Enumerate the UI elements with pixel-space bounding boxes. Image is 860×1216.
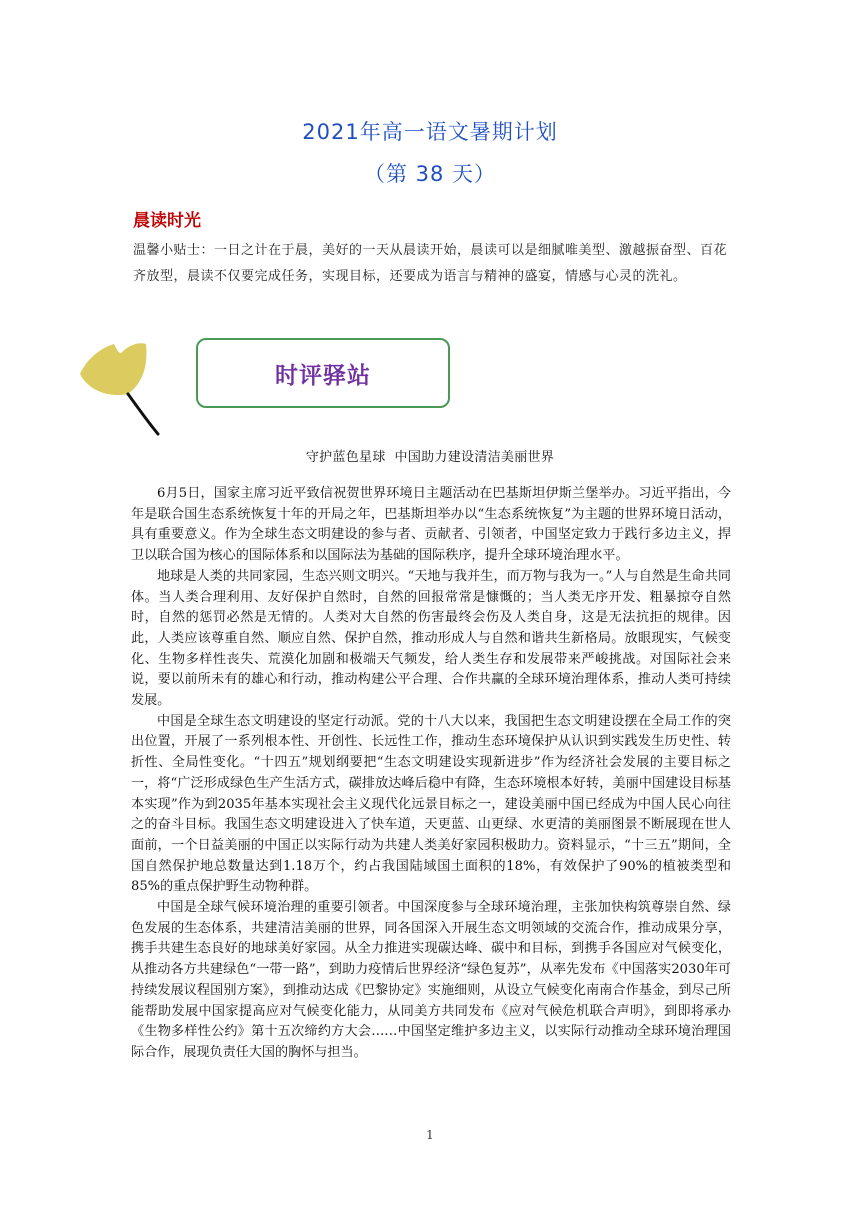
tip-paragraph: 温馨小贴士：一日之计在于晨，美好的一天从晨读开始，晨读可以是细腻唯美型、激越振奋型、百花齐放型，晨读不仅要完成任务，实现目标，还要成为语言与精神的盛宴，情感与心灵的洗礼。: [133, 243, 728, 284]
article-paragraph: 中国是全球生态文明建设的坚定行动派。党的十八大以来，我国把生态文明建设摆在全局工作的突出位置，开展了一系列根本性、开创性、长远性工作，推动生态环境保护从认识到实践发生历史性、转折性、全局性变化。“十四五”规划纲要把“生态文明建设实现新进步”作为经济社会发展的主要目标之一，将“广泛形成绿色生产生活方式，碳排放达峰后稳中有降，生态环境根本好转，美丽中国建设目标基本实现”作为到2035年基本实现社会主义现代化远景目标之一，建设美丽中国已经成为中国人民心向往之的奋斗目标。我国生态文明建设进入了快车道，天更蓝、山更绿、水更清的美丽图景不断展现在世人面前，一个日益美丽的中国正以实际行动为共建人类美好家园积极助力。资料显示，“十三五”期间，全国自然保护地总数量达到1.18万个，约占我国陆域国土面积的18%，有效保护了90%的植被类型和85%的重点保护野生动物种群。: [131, 713, 731, 895]
article-title: 守护蓝色星球 中国助力建设清洁美丽世界: [305, 450, 555, 465]
article-paragraph: 6月5日，国家主席习近平致信祝贺世界环境日主题活动在巴基斯坦伊斯兰堡举办。习近平指出，今年是联合国生态系统恢复十年的开局之年，巴基斯坦举办以“生态系统恢复”为主题的世界环境日活动，具有重要意义。作为全球生态文明建设的参与者、贡献者、引领者，中国坚定致力于践行多边主义，捍卫以联合国为核心的国际体系和以国际法为基础的国际秩序，提升全球环境治理水平。: [131, 486, 731, 564]
article-paragraph: 地球是人类的共同家园，生态兴则文明兴。“天地与我并生，而万物与我为一。”人与自然是生命共同体。当人类合理利用、友好保护自然时，自然的回报常常是慷慨的；当人类无序开发、粗暴掠夺自然时，自然的惩罚必然是无情的。人类对大自然的伤害最终会伤及人类自身，这是无法抗拒的规律。因此，人类应该尊重自然、顺应自然、保护自然，推动形成人与自然和谐共生新格局。放眼现实，气候变化、生物多样性丧失、荒漠化加剧和极端天气频发，给人类生存和发展带来严峻挑战。对国际社会来说，要以前所未有的雄心和行动，推动构建公平合理、合作共赢的全球环境治理体系，推动人类可持续发展。: [131, 568, 731, 709]
column-banner: [196, 338, 450, 408]
document-subtitle: （第 38 天）: [363, 162, 497, 186]
page-number: 1: [426, 1128, 434, 1142]
document-title: 2021年高一语文暑期计划: [302, 120, 558, 144]
article-body: [131, 484, 731, 1064]
article-paragraph: 中国是全球气候环境治理的重要引领者。中国深度参与全球环境治理，主张加快构筑尊崇自然、绿色发展的生态体系，共建清洁美丽的世界，同各国深入开展生态文明领域的交流合作，推动成果分享，携手共建生态良好的地球美好家园。从全力推进实现碳达峰、碳中和目标，到携手各国应对气候变化，从推动各方共建绿色“一带一路”，到助力疫情后世界经济“绿色复苏”，从率先发布《中国落实2030年可持续发展议程国别方案》，到推动达成《巴黎协定》实施细则，从设立气候变化南南合作基金，到尽己所能帮助发展中国家提高应对气候变化能力，从同美方共同发布《应对气候危机联合声明》，到即将承办《生物多样性公约》第十五次缔约方大会……中国坚定维护多边主义，以实际行动推动全球环境治理国际合作，展现负责任大国的胸怀与担当。: [131, 900, 731, 1060]
section-heading: 晨读时光: [133, 211, 201, 231]
banner-label: 时评驿站: [275, 362, 371, 389]
ginkgo-leaf-icon: [78, 338, 170, 436]
